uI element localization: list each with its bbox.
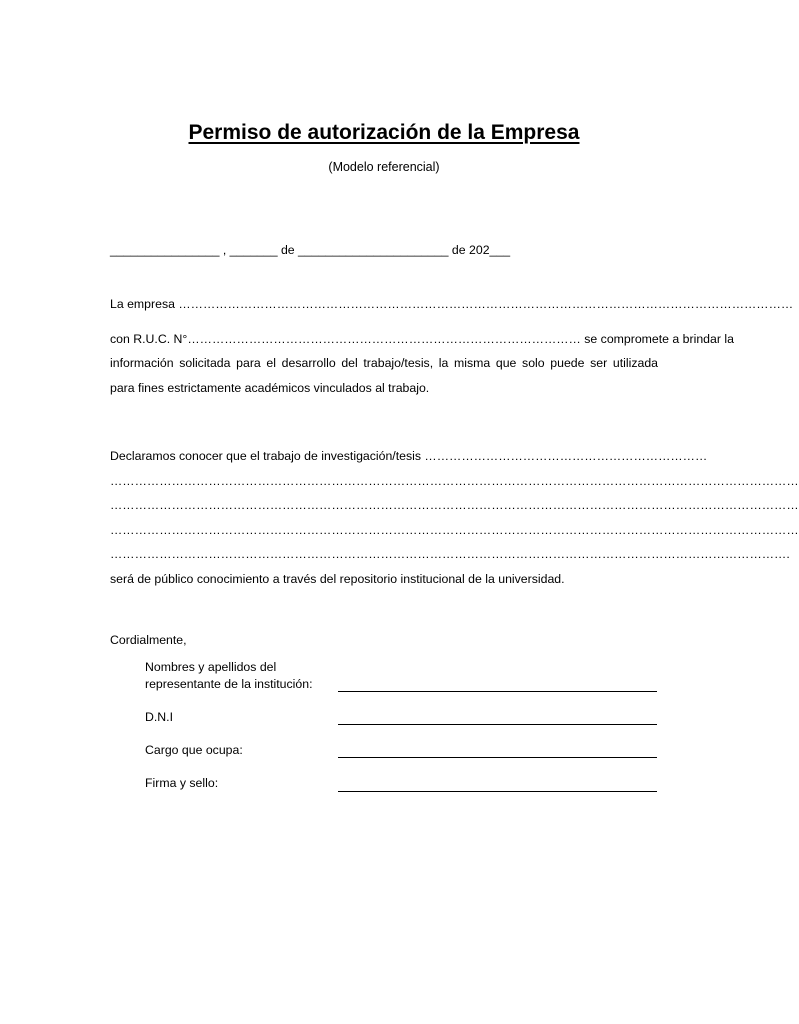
- info-line-2: para fines estrictamente académicos vinculados al trabajo.: [110, 381, 430, 395]
- name-label-line-1: Nombres y apellidos del: [145, 660, 277, 674]
- document-title: Permiso de autorización de la Empresa: [188, 121, 580, 144]
- company-line: La empresa ……………………………………………………………………………………………………………………………………: [110, 297, 794, 311]
- public-line: será de público conocimiento a través del repositorio institucional de la universidad.: [110, 572, 565, 586]
- firma-signature-line: [338, 791, 657, 792]
- dots-line: ……………………………………………………………………………………………………………………………………………………: [110, 498, 799, 512]
- name-signature-line: [338, 691, 657, 692]
- cargo-signature-line: [338, 757, 657, 758]
- closing-text: Cordialmente,: [110, 633, 187, 647]
- firma-label: Firma y sello:: [145, 776, 219, 790]
- document-subtitle: (Modelo referencial): [328, 160, 440, 174]
- declare-line: Declaramos conocer que el trabajo de investigación/tesis ……………………………………………………………: [110, 449, 708, 463]
- ruc-line: con R.U.C. N°…………………………………………………………………………………… se compromete a brindar la: [110, 332, 734, 346]
- name-label-line-2: representante de la institución:: [145, 677, 313, 691]
- dots-line: ………………………………………………………………………………………………………………………………………………….: [110, 547, 790, 561]
- date-line: ________________ , _______ de ______________________ de 202___: [110, 243, 511, 257]
- dni-label: D.N.I: [145, 710, 174, 724]
- dni-signature-line: [338, 724, 657, 725]
- dots-line: ……………………………………………………………………………………………………………………………………………………: [110, 523, 799, 537]
- cargo-label: Cargo que ocupa:: [145, 743, 243, 757]
- info-line-1: información solicitada para el desarrollo del trabajo/tesis, la misma que solo puede ser utilizada: [110, 356, 658, 370]
- dots-line: ……………………………………………………………………………………………………………………………………………………: [110, 474, 799, 488]
